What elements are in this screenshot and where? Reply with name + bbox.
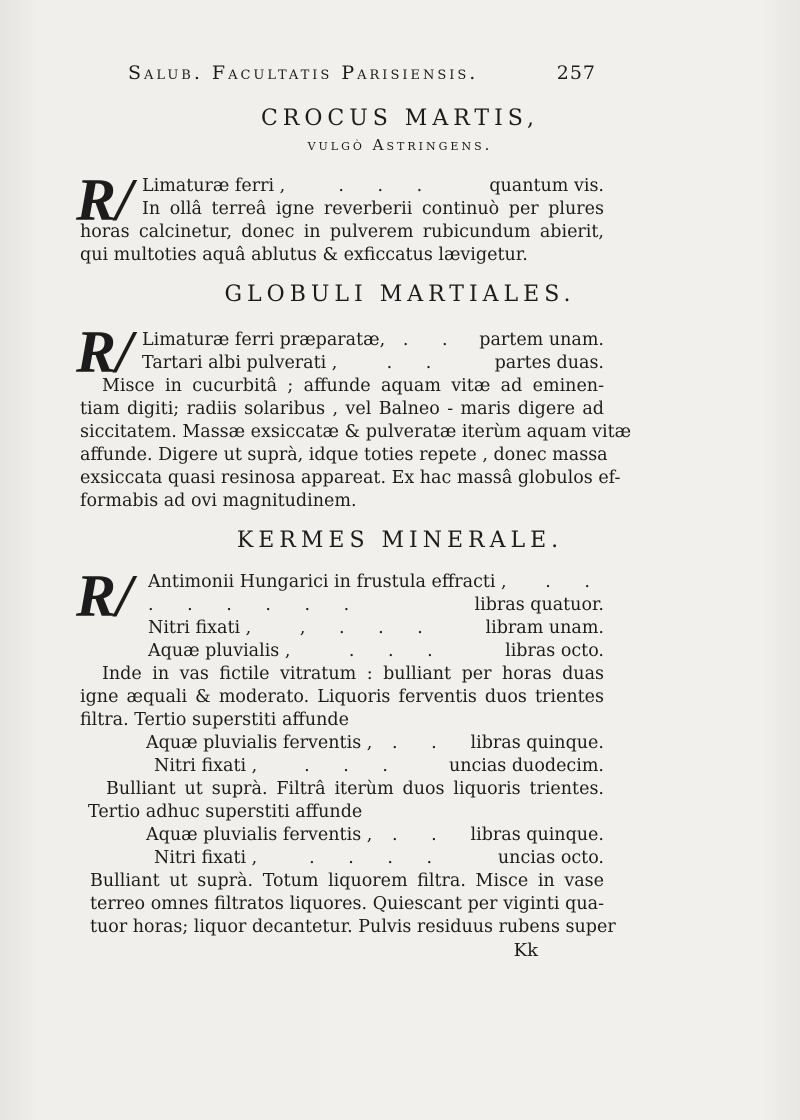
ingredient-dots: . . . [304,756,402,776]
text-line: tiam digiti; radiis solaribus , vel Balneo - maris digere ad [80,399,604,419]
ingredient-row [142,176,604,196]
ingredient-quantity: quantum vis. [489,176,604,196]
text-line: In ollâ terreâ igne reverberii continuò per plures [142,199,604,219]
ingredient-name: Aquæ pluvialis ferventis , [146,825,373,845]
ingredient-name: Limaturæ ferri , [142,176,286,196]
text-line: siccitatem. Massæ exsiccatæ & pulveratæ iterùm aquam vitæ [80,422,632,442]
ingredient-quantity: libras quinque. [470,733,604,753]
ingredient-row [154,848,604,868]
ingredient-quantity: uncias octo. [497,848,604,868]
ingredient-name: Limaturæ ferri præparatæ, [142,330,386,350]
text-line: filtra. Tertio superstiti affunde [80,710,349,730]
ingredient-row [146,733,604,753]
text-line: formabis ad ovi magnitudinem. [80,491,357,511]
text-line: qui multoties aquâ ablutus & exficcatus lævigetur. [80,245,528,265]
ingredient-row [148,572,604,592]
ingredient-dots: . . [402,330,462,350]
text-line: Tertio adhuc superstiti affunde [88,802,363,822]
ingredient-dots: . . [545,572,604,592]
running-title: Salub. Facultatis Parisiensis. [128,62,479,84]
ingredient-quantity: libras quinque. [470,825,604,845]
ingredient-dots: . . [392,825,451,845]
ingredient-quantity: partem unam. [479,330,604,350]
ingredient-row [148,618,604,638]
ingredient-dots: . . [392,733,451,753]
ingredient-row [146,825,604,845]
ingredient-row [154,756,604,776]
ingredient-dots: . . [386,353,446,373]
text-line: Bulliant ut suprà. Filtrâ iterùm duos liquoris trientes. [106,779,604,799]
text-line: terreo omnes filtratos liquores. Quiescant per viginti qua- [90,894,604,914]
text-line: affunde. Digere ut suprà, idque toties repete , donec massa [80,445,608,465]
ingredient-quantity: libram unam. [485,618,604,638]
ingredient-quantity: libras octo. [505,641,604,661]
text-line: igne æquali & moderato. Liquoris ferventis duos trientes [80,687,604,707]
ingredient-name: Nitri fixati , [154,848,258,868]
ingredient-dots: . . . [348,641,447,661]
ingredient-name: Tartari albi pulverati , [142,353,338,373]
running-header [128,62,596,84]
text-line: tuor horas; liquor decantetur. Pulvis residuus rubens super [90,917,616,937]
ingredient-name: Antimonii Hungarici in frustula effracti , [148,572,507,592]
ingredient-dots: . . . . . . [148,595,364,615]
ingredient-name: Nitri fixati , [148,618,252,638]
ingredient-row [148,641,604,661]
ingredient-quantity: partes duas. [494,353,604,373]
text-line: exsiccata quasi resinosa appareat. Ex hac massâ globulos ef- [80,468,621,488]
recipe-symbol: R/ [76,563,133,629]
ingredient-name: Aquæ pluvialis , [148,641,291,661]
ingredient-quantity: libras quatuor. [474,595,604,615]
section-subtitle-astringens: vulgò Astringens. [307,136,493,154]
text-line: horas calcinetur, donec in pulverem rubicundum abierit, [80,222,604,242]
ingredient-row [142,330,604,350]
catchword: Kk [513,940,538,961]
recipe-symbol: R/ [76,319,133,385]
section-title-globuli-martiales: GLOBULI MARTIALES. [224,282,576,307]
ingredient-dots: , . . . [299,618,437,638]
page-number: 257 [556,62,596,84]
ingredient-name: Nitri fixati , [154,756,258,776]
ingredient-row [142,353,604,373]
ingredient-quantity: uncias duodecim. [448,756,604,776]
ingredient-row [148,595,604,615]
ingredient-dots: . . . [338,176,437,196]
recipe-symbol: R/ [76,167,133,233]
text-line: Misce in cucurbitâ ; affunde aquam vitæ ad eminen- [102,376,604,396]
section-title-kermes-minerale: KERMES MINERALE. [236,528,564,553]
section-title-crocus-martis: CROCUS MARTIS, [260,106,540,131]
ingredient-dots: . . . . [309,848,447,868]
ingredient-name: Aquæ pluvialis ferventis , [146,733,373,753]
text-line: Bulliant ut suprà. Totum liquorem filtra. Misce in vase [90,871,604,891]
text-line: Inde in vas fictile vitratum : bulliant per horas duas [102,664,604,684]
